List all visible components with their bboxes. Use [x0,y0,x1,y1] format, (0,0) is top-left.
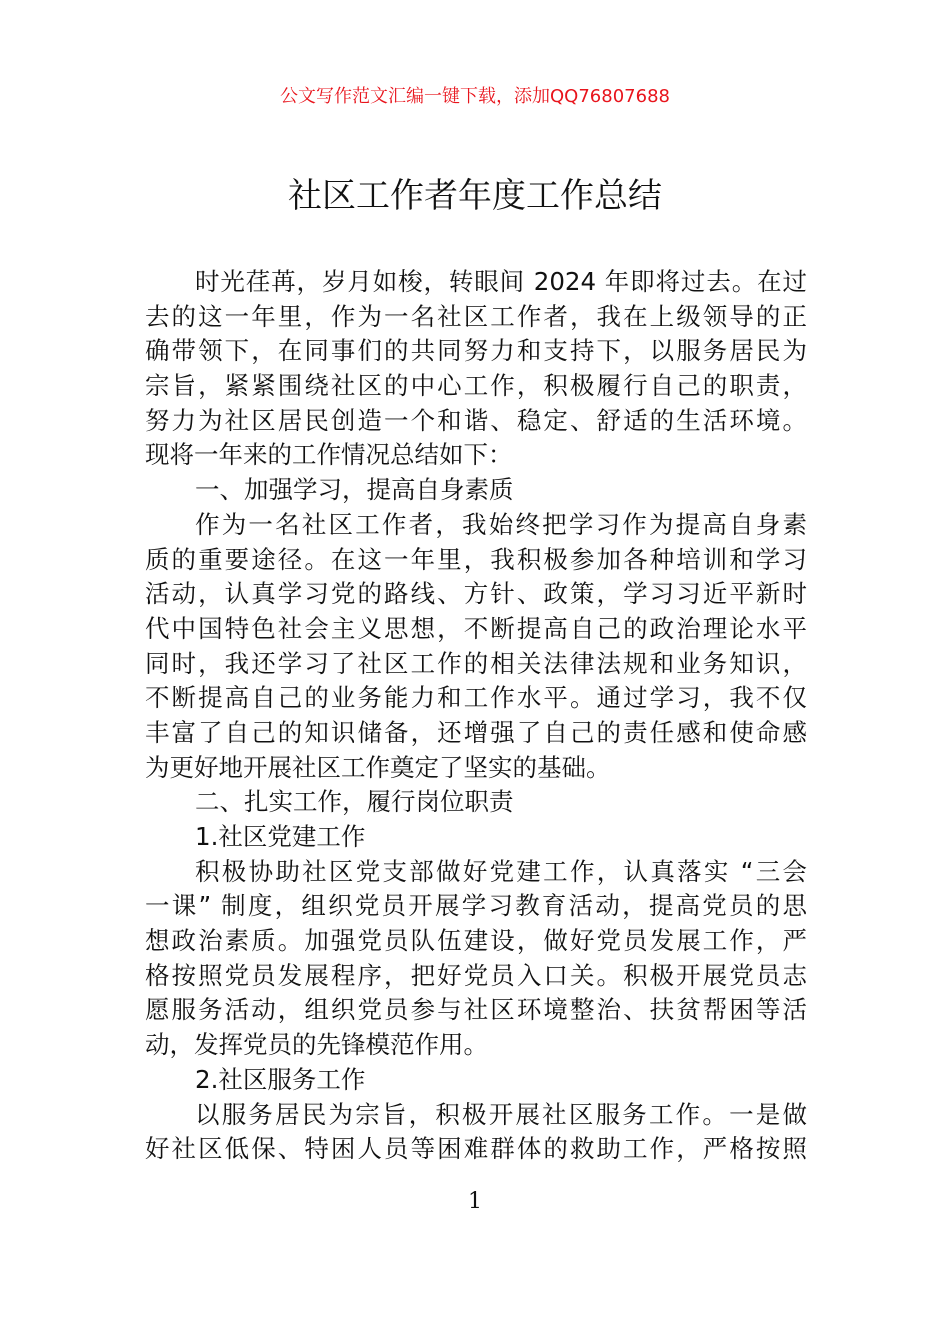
text-line: 不断提高自己的业务能力和工作水平。通过学习，我不仅 [145,683,807,713]
text-line: 一、加强学习，提高自身素质 [195,475,514,505]
text-line: 代中国特色社会主义思想，不断提高自己的政治理论水平 [145,613,807,643]
text-line: 一课” 制度，组织党员开展学习教育活动，提高党员的思 [145,891,807,921]
text-line: 同时，我还学习了社区工作的相关法律法规和业务知识， [145,648,807,678]
text-line: 动，发挥党员的先锋模范作用。 [145,1030,488,1060]
text-line: 2.社区服务工作 [195,1064,366,1094]
text-line: 努力为社区居民创造一个和谐、稳定、舒适的生活环境。 [145,405,807,435]
text-line: 愿服务活动，组织党员参与社区环境整治、扶贫帮困等活 [145,995,807,1025]
page-number: 1 [468,1189,482,1214]
watermark-header: 公文写作范文汇编一键下载，添加QQ76807688 [280,86,670,107]
text-line: 为更好地开展社区工作奠定了坚实的基础。 [145,752,611,782]
text-line: 二、扎实工作，履行岗位职责 [195,787,514,817]
text-line: 以服务居民为宗旨，积极开展社区服务工作。一是做 [195,1099,807,1129]
text-line: 格按照党员发展程序，把好党员入口关。积极开展党员志 [145,960,807,990]
text-line: 去的这一年里，作为一名社区工作者，我在上级领导的正 [145,301,807,331]
text-line: 活动，认真学习党的路线、方针、政策，学习习近平新时 [145,579,807,609]
text-line: 确带领下，在同事们的共同努力和支持下，以服务居民为 [145,336,807,366]
text-line: 宗旨，紧紧围绕社区的中心工作，积极履行自己的职责， [145,371,807,401]
text-line: 时光荏苒，岁月如梭，转眼间 2024 年即将过去。在过 [195,267,807,296]
text-line: 作为一名社区工作者，我始终把学习作为提高自身素 [195,509,807,539]
document-title: 社区工作者年度工作总结 [288,176,662,216]
text-line: 好社区低保、特困人员等困难群体的救助工作，严格按照 [145,1134,807,1164]
text-line: 质的重要途径。在这一年里，我积极参加各种培训和学习 [145,544,807,574]
text-line: 想政治素质。加强党员队伍建设，做好党员发展工作，严 [145,926,807,956]
text-line: 丰富了自己的知识储备，还增强了自己的责任感和使命感 [145,717,807,747]
text-line: 现将一年来的工作情况总结如下： [145,440,513,470]
text-line: 积极协助社区党支部做好党建工作，认真落实 “三会 [195,856,807,886]
document-body [145,265,807,1167]
text-line: 1.社区党建工作 [195,822,366,851]
